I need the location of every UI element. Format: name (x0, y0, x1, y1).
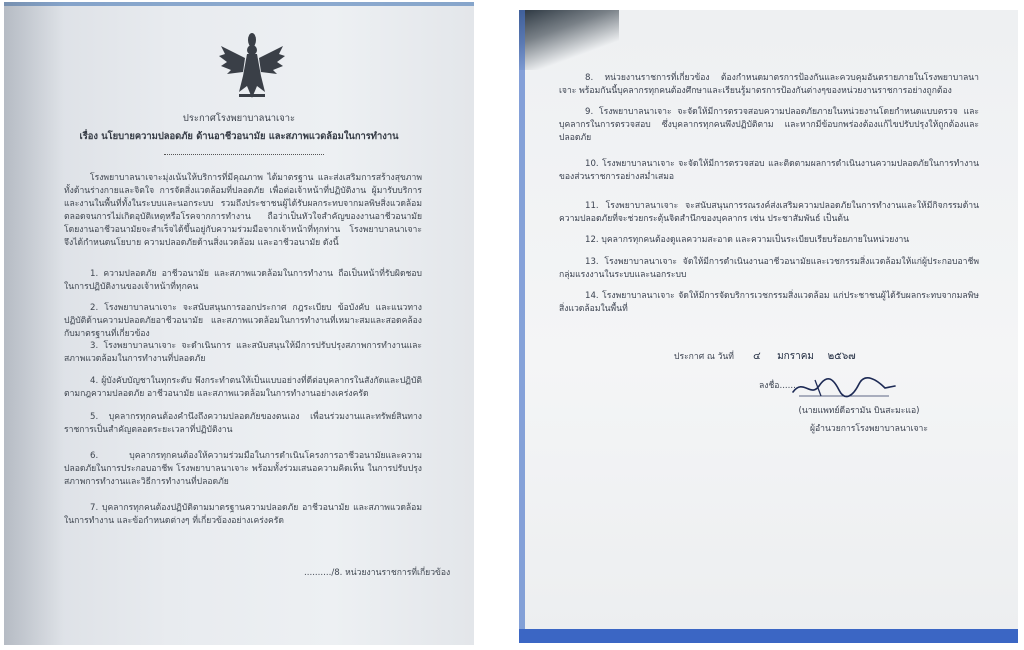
signature-label: ลงชื่อ...... (759, 381, 796, 391)
policy-item-12: 12. บุคลากรทุกคนต้องดูแลความสะอาด และความเป็นระเบียบเรียบร้อยภายในหน่วยงาน (585, 235, 910, 245)
policy-item-9: 9. โรงพยาบาลนาเจาะ จะจัดให้มีการตรวจสอบความปลอดภัยภายในหน่วยงานโดยกำหนดแบบตรวจ และบุคลากรในการตรวจสอบ ซึ่งบุคลากรทุกคนพึงปฏิบัติตาม และหากมีข้อบกพร่องต้องแก้ไขปรับปรุงให้ถูกต้องและปลอดภัย (559, 107, 979, 143)
page-continuation: ........../8. หน่วยงานราชการที่เกี่ยวข้อง (304, 568, 451, 578)
policy-item-2: 2. โรงพยาบาลนาเจาะ จะสนับสนุนการออกประกาศ กฎระเบียบ ข้อบังคับ และแนวทางปฏิบัติด้านความปลอดภัยอาชีวอนามัย และสภาพแวดล้อมในการทำงานที่เหมาะสมและสอดคล้องกับมาตรฐานที่เกี่ยวข้อง (64, 303, 422, 339)
policy-item-10: 10. โรงพยาบาลนาเจาะ จะจัดให้มีการตรวจสอบ และติดตามผลการดำเนินงานความปลอดภัยในการทำงานของส่วนราชการอย่างสม่ำเสมอ (559, 159, 979, 182)
policy-item-11: 11. โรงพยาบาลนาเจาะ จะสนับสนุนการรณรงค์ส่งเสริมความปลอดภัยในการทำงานและให้มีกิจกรรมด้านความปลอดภัยที่จะช่วยกระตุ้นจิตสำนึกของบุคลากร เช่น ประชาสัมพันธ์ เป็นต้น (559, 201, 979, 224)
policy-item-7: 7. บุคลากรทุกคนต้องปฏิบัติตามมาตรฐานความปลอดภัย อาชีวอนามัย และสภาพแวดล้อมในการทำงาน และข้อกำหนดต่างๆ ที่เกี่ยวข้องอย่างเคร่งครัด (64, 503, 422, 526)
photo-shadow (4, 2, 64, 645)
garuda-emblem-icon (217, 32, 287, 100)
policy-item-6: 6. บุคลากรทุกคนต้องให้ความร่วมมือในการดำเนินโครงการอาชีวอนามัยและความปลอดภัยในการประกอบอาชีพ โรงพยาบาลนาเจาะ พร้อมทั้งร่วมเสนอความคิดเห็น ในการปรับปรุงสภาพการทำงานและวิธีการทำงานที่ปลอดภัย (64, 451, 422, 487)
handwritten-signature-icon (789, 374, 899, 400)
policy-item-4: 4. ผู้บังคับบัญชาในทุกระดับ พึงกระทำตนให้เป็นแบบอย่างที่ดีต่อบุคลากรในสังกัดและปฏิบัติตามกฎความปลอดภัย อาชีวอนามัย และสภาพแวดล้อมในการทำงานอย่างเคร่งครัด (64, 376, 422, 399)
announcement-subject: เรื่อง นโยบายความปลอดภัย ด้านอาชีวอนามัย และสภาพแวดล้อมในการทำงาน (79, 131, 399, 142)
signer-position: ผู้อำนวยการโรงพยาบาลนาเจาะ (809, 424, 929, 434)
date-label: ประกาศ ณ วันที่ (674, 352, 734, 362)
photo-shadow-corner (519, 10, 619, 70)
date-year: ๒๕๖๗ (827, 351, 856, 362)
policy-item-13: 13. โรงพยาบาลนาเจาะ จัดให้มีการดำเนินงานอาชีวอนามัยและเวชกรรมสิ่งแวดล้อมให้แก่ผู้ประกอบอาชีพ กลุ่มแรงงานในระบบและนอกระบบ (559, 257, 979, 280)
signer-name: (นายแพทย์ดีอรามัน บินสะมะแอ) (798, 406, 920, 416)
announcement-date (674, 350, 994, 364)
document-photo-page-2 (519, 10, 1018, 643)
date-month: มกราคม (777, 351, 814, 362)
announcement-title: ประกาศโรงพยาบาลนาเจาะ (182, 113, 296, 124)
policy-item-8: 8. หน่วยงานราชการที่เกี่ยวข้อง ต้องกำหนดมาตรการป้องกันและควบคุมอันตรายภายในโรงพยาบาลนาเจาะ พร้อมกันนี้บุคลากรทุกคนต้องศึกษาและเรียนรู้มาตรการป้องกันต่างๆของหน่วยงานราชการอย่างถูกต้อง (559, 73, 979, 96)
date-day: ๔ (753, 351, 761, 362)
photo-edge-left (519, 10, 525, 643)
policy-item-1: 1. ความปลอดภัย อาชีวอนามัย และสภาพแวดล้อมในการทำงาน ถือเป็นหน้าที่รับผิดชอบในการปฏิบัติงานของเจ้าหน้าที่ทุกคน (64, 269, 422, 292)
intro-paragraph: โรงพยาบาลนาเจาะมุ่งเน้นให้บริการที่มีคุณภาพ ได้มาตรฐาน และส่งเสริมการสร้างสุขภาพทั้งด้านร่างกายและจิตใจ การจัดสิ่งแวดล้อมที่ปลอดภัย เพื่อต่อเจ้าหน้าที่ปฏิบัติงาน ผู้มารับบริการ และงานในพื้นที่ทั้งในระบบและนอกระบบ รวมถึงประชาชนผู้ได้รับผลกระทบจากมลพิษสิ่งแวดล้อม ตลอดจนการไม่เกิดอุบัติเหตุหรือโรคจากการทำงาน ถือว่าเป็นหัวใจสำคัญของงานอาชีวอนามัย โดยงานอาชีวอนามัยจะสำเร็จได้ขึ้นอยู่กับความร่วมมือจากเจ้าหน้าที่ทุกท่าน โรงพยาบาลนาเจาะจึงได้กำหนดนโยบาย ความปลอดภัยด้านสิ่งแวดล้อม และอาชีวอนามัย ดังนี้ (64, 173, 422, 248)
document-photo-page-1 (4, 2, 474, 645)
policy-item-14: 14. โรงพยาบาลนาเจาะ จัดให้มีการจัดบริการเวชกรรมสิ่งแวดล้อม แก่ประชาชนผู้ได้รับผลกระทบจากมลพิษสิ่งแวดล้อมในพื้นที่ (559, 291, 979, 314)
policy-item-3: 3. โรงพยาบาลนาเจาะ จะดำเนินการ และสนับสนุนให้มีการปรับปรุงสภาพการทำงานและสภาพแวดล้อมในการทำงานที่ปลอดภัย (64, 341, 422, 364)
photo-edge (4, 2, 474, 6)
photo-edge-bottom (519, 629, 1018, 643)
policy-item-5: 5. บุคลากรทุกคนต้องคำนึงถึงความปลอดภัยของตนเอง เพื่อนร่วมงานและทรัพย์สินทางราชการเป็นสำคัญตลอดระยะเวลาที่ปฏิบัติงาน (64, 412, 422, 435)
divider (164, 154, 324, 155)
